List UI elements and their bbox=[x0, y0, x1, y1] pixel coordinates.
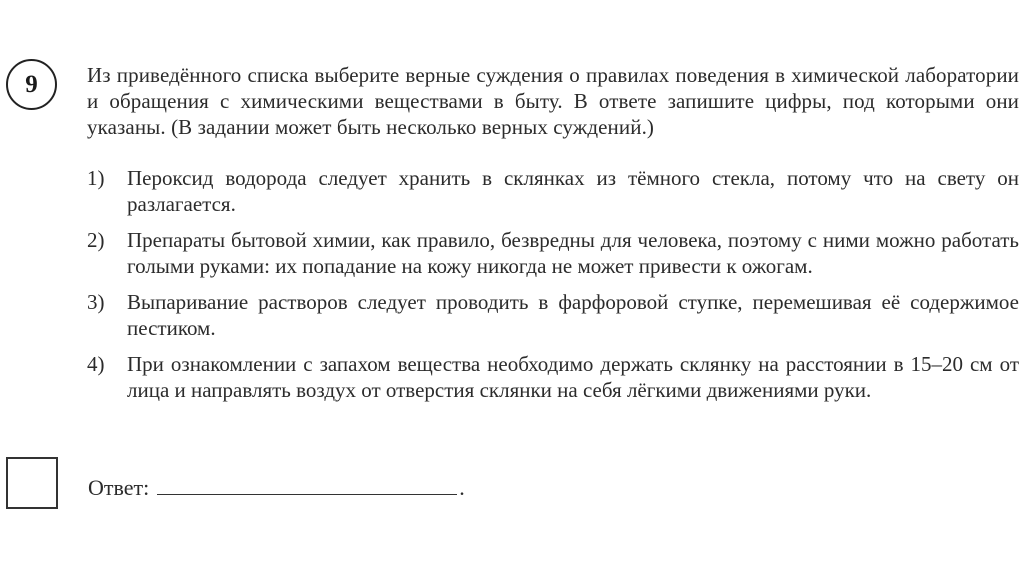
option-4 bbox=[87, 351, 1019, 403]
option-number: 3) bbox=[87, 290, 105, 314]
option-text: Препараты бытовой химии, как правило, безвредны для человека, поэтому с ними можно работать голыми руками: их попадание на кожу никогда не может привести к ожогам. bbox=[127, 228, 1019, 278]
option-text: Выпаривание растворов следует проводить в фарфоровой ступке, перемешивая её содержимое пестиком. bbox=[127, 290, 1019, 340]
option-number: 2) bbox=[87, 228, 105, 252]
answer-end-dot: . bbox=[459, 475, 465, 500]
answer-field[interactable] bbox=[157, 474, 457, 495]
options-list bbox=[87, 165, 1019, 413]
option-number: 4) bbox=[87, 352, 105, 376]
question-text: Из приведённого списка выберите верные суждения о правилах поведения в химической лаборатории и обращения с химическими веществами в быту. В ответе запишите цифры, под которыми они указаны. (В задании может быть несколько верных суждений.) bbox=[87, 63, 1019, 139]
option-text: При ознакомлении с запахом вещества необходимо держать склянку на расстоянии в 15–20 см от лица и направлять воздух от отверстия склянки на себя лёгкими движениями руки. bbox=[127, 352, 1019, 402]
option-number: 1) bbox=[87, 166, 105, 190]
answer-checkbox[interactable] bbox=[6, 457, 58, 509]
task-number: 9 bbox=[25, 70, 38, 98]
task-number-circle bbox=[6, 59, 57, 110]
answer-row bbox=[88, 474, 465, 501]
option-1 bbox=[87, 165, 1019, 217]
answer-label: Ответ: bbox=[88, 475, 150, 500]
option-3 bbox=[87, 289, 1019, 341]
option-text: Пероксид водорода следует хранить в склянках из тёмного стекла, потому что на свету он разлагается. bbox=[127, 166, 1019, 216]
option-2 bbox=[87, 227, 1019, 279]
